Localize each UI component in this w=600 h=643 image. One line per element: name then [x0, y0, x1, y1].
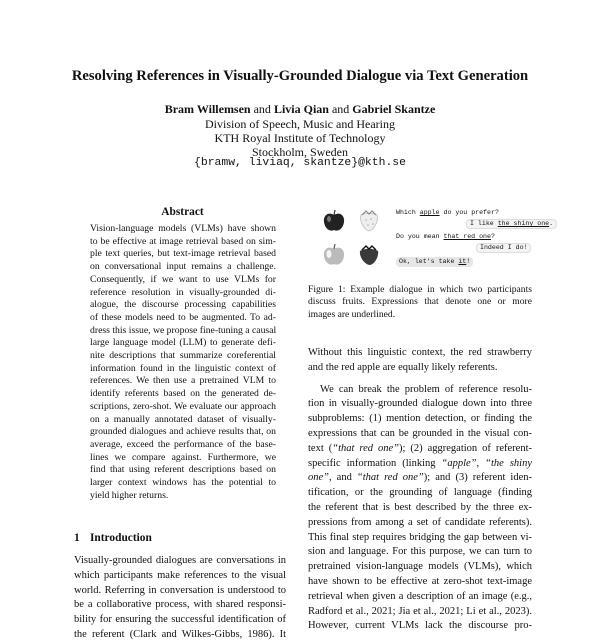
- text-run: ); (2) aggregation of referent-: [398, 442, 533, 454]
- body-line: pressions from among a set of candidate referents).: [308, 516, 532, 528]
- affiliation-line: Division of Speech, Music and Hearing: [205, 117, 395, 131]
- body-line: bility for ensuring the successful identification of: [74, 614, 286, 626]
- abstract-line: average, exceed the performance of the base-: [90, 438, 276, 450]
- body-line: subproblems: (1) mention detection, or finding the: [308, 413, 532, 425]
- abstract-line: lines we compare against. Furthermore, we: [90, 451, 276, 463]
- caption-line: images are underlined.: [308, 308, 396, 320]
- chat-text: .: [549, 220, 554, 227]
- right-column-body: [308, 346, 532, 634]
- abstract-line: large language model (LLM) to generate defi-: [90, 337, 276, 349]
- abstract-line: alogue, the discourse processing capabilities: [90, 299, 276, 311]
- referring-expression: it: [458, 258, 467, 265]
- affiliation-line: KTH Royal Institute of Technology: [214, 131, 386, 145]
- author-name: Gabriel Skantze: [352, 102, 436, 116]
- chat-text: Which: [396, 209, 420, 216]
- chat-message: [396, 233, 495, 241]
- body-line: We can break the problem of reference resolu-: [320, 383, 532, 395]
- chat-text: Do you mean: [396, 233, 444, 240]
- paragraph-gap: [308, 376, 532, 383]
- figure-1: [316, 203, 554, 273]
- chat-bubble: [396, 257, 473, 267]
- body-line: [308, 442, 532, 457]
- author-email[interactable]: {bramw, liviaq, skantze}@kth.se: [194, 157, 406, 169]
- abstract-line: identify referents based on the generated de-: [90, 388, 276, 400]
- body-line: retrieval when given a description of an image (e.g.,: [308, 590, 532, 602]
- body-line: be a collaborative process, with shared responsi-: [74, 599, 286, 611]
- body-line: the referent that is best described by the three ex-: [308, 501, 532, 513]
- author-separator: and: [331, 102, 350, 116]
- white-strawberry-image: [356, 207, 382, 233]
- chat-text: do you prefer?: [439, 209, 499, 216]
- body-line: [308, 457, 532, 472]
- referring-expression: the shiny one: [497, 220, 550, 227]
- abstract-line: grounded dialogues and achieve results that, on: [90, 426, 276, 438]
- body-line: expressions that can be grounded in the visual con-: [308, 427, 532, 439]
- body-line: This final step requires bridging the gap between vi-: [308, 531, 532, 543]
- author-separator: and: [253, 102, 271, 116]
- section-heading-introduction: [74, 532, 152, 544]
- author-list: [0, 102, 600, 117]
- body-line: Without this linguistic context, the red strawberry: [308, 347, 532, 358]
- abstract-line: of these models need to be augmented. To ad-: [90, 311, 276, 323]
- body-line: However, current VLMs lack the discourse pro-: [308, 620, 532, 632]
- dark-apple-image: [321, 207, 347, 233]
- abstract-line: to be effective at image retrieval based on sim-: [90, 235, 276, 247]
- section-title: Introduction: [90, 532, 152, 544]
- text-run: specific information (linking: [308, 457, 442, 469]
- body-line: and the red apple are equally likely referents.: [308, 361, 498, 373]
- chat-text: I like: [470, 220, 498, 227]
- abstract-line: yield higher returns.: [90, 489, 169, 501]
- chat-text: ?: [490, 233, 495, 240]
- abstract-line: dress this issue, we propose fine-tuning a causal: [90, 324, 277, 336]
- referring-expression: apple: [419, 209, 440, 216]
- quoted-expression: “the shiny: [485, 457, 532, 469]
- body-line: world. Referring in conversation is understood to: [74, 584, 286, 596]
- caption-line: discuss fruits. Expressions that denote one or more: [308, 296, 532, 308]
- text-run: ); and (3) referent iden-: [423, 472, 533, 484]
- body-line: [308, 471, 532, 486]
- abstract-line: Consequently, if we want to use VLMs for: [90, 273, 276, 285]
- abstract-line: on conversational input remains a challenge.: [90, 261, 276, 273]
- abstract-line: scriptions, zero-shot. We evaluate our approach: [90, 400, 276, 412]
- abstract-line: references. We then use a pretrained VLM to: [90, 375, 276, 387]
- quoted-expression: one”: [308, 472, 329, 484]
- abstract-line: nite descriptions that summarize coreferential: [90, 350, 276, 362]
- body-line: have shown to be effective at zero-shot text-image: [308, 575, 532, 587]
- paper-title: Resolving References in Visually-Grounded Dialogue via Text Generation: [71, 68, 529, 84]
- caption-line: Figure 1: Example dialogue in which two participants: [308, 284, 532, 295]
- chat-text: Indeed I do!: [480, 244, 528, 251]
- section-number: 1: [74, 532, 80, 544]
- text-run: text (: [308, 442, 333, 454]
- body-line: the referent (Clark and Wilkes-Gibbs, 1986). It: [74, 628, 286, 640]
- introduction-body: [74, 554, 286, 643]
- body-line: tion in visually-grounded dialogue down into three: [308, 398, 532, 410]
- abstract-line: reference resolution in visually-grounded di-: [90, 286, 276, 298]
- abstract-line: larger context windows has the potential to: [90, 477, 276, 489]
- abstract-line: ple text queries, but text-image retrieval based: [90, 248, 276, 260]
- shiny-apple-image: [321, 241, 347, 267]
- body-line: tification, or the grounding of language (finding: [308, 487, 532, 499]
- figure-caption: [308, 284, 532, 321]
- body-line: Visually-grounded dialogues are conversations in: [74, 555, 286, 566]
- chat-text: !: [466, 258, 471, 265]
- abstract-heading: Abstract: [161, 206, 204, 218]
- body-line: pretrained vision-language models (VLMs), which: [308, 561, 532, 573]
- chat-bubble: [476, 243, 531, 253]
- body-line: Radford et al., 2021; Jia et al., 2021; Li et al., 2023).: [308, 605, 532, 617]
- abstract-line: on a manually annotated dataset of visually-: [90, 413, 276, 425]
- chat-bubble: [466, 219, 557, 229]
- quoted-expression: “apple”: [441, 457, 477, 469]
- quoted-expression: “that red one”: [356, 472, 424, 484]
- body-line: which participants make references to the visual: [74, 569, 286, 581]
- quoted-expression: “that red one”: [332, 442, 399, 454]
- abstract-body: [90, 223, 276, 502]
- referring-expression: that red one: [443, 233, 491, 240]
- text-run: , and: [329, 472, 357, 484]
- text-run: ,: [476, 457, 486, 469]
- body-line: sion and language. For this purpose, we can turn to: [308, 546, 532, 558]
- abstract-line: find that using referent descriptions based on: [90, 464, 276, 476]
- affiliation-line: Stockholm, Sweden: [252, 145, 348, 159]
- author-name: Livia Qian: [273, 102, 329, 116]
- author-name: Bram Willemsen: [164, 102, 251, 116]
- chat-text: Ok, let's take: [399, 258, 459, 265]
- dark-strawberry-image: [356, 241, 382, 267]
- abstract-line: Vision-language models (VLMs) have shown: [90, 223, 276, 234]
- chat-message: [396, 209, 499, 217]
- abstract-line: information found in the linguistic context of: [90, 362, 276, 374]
